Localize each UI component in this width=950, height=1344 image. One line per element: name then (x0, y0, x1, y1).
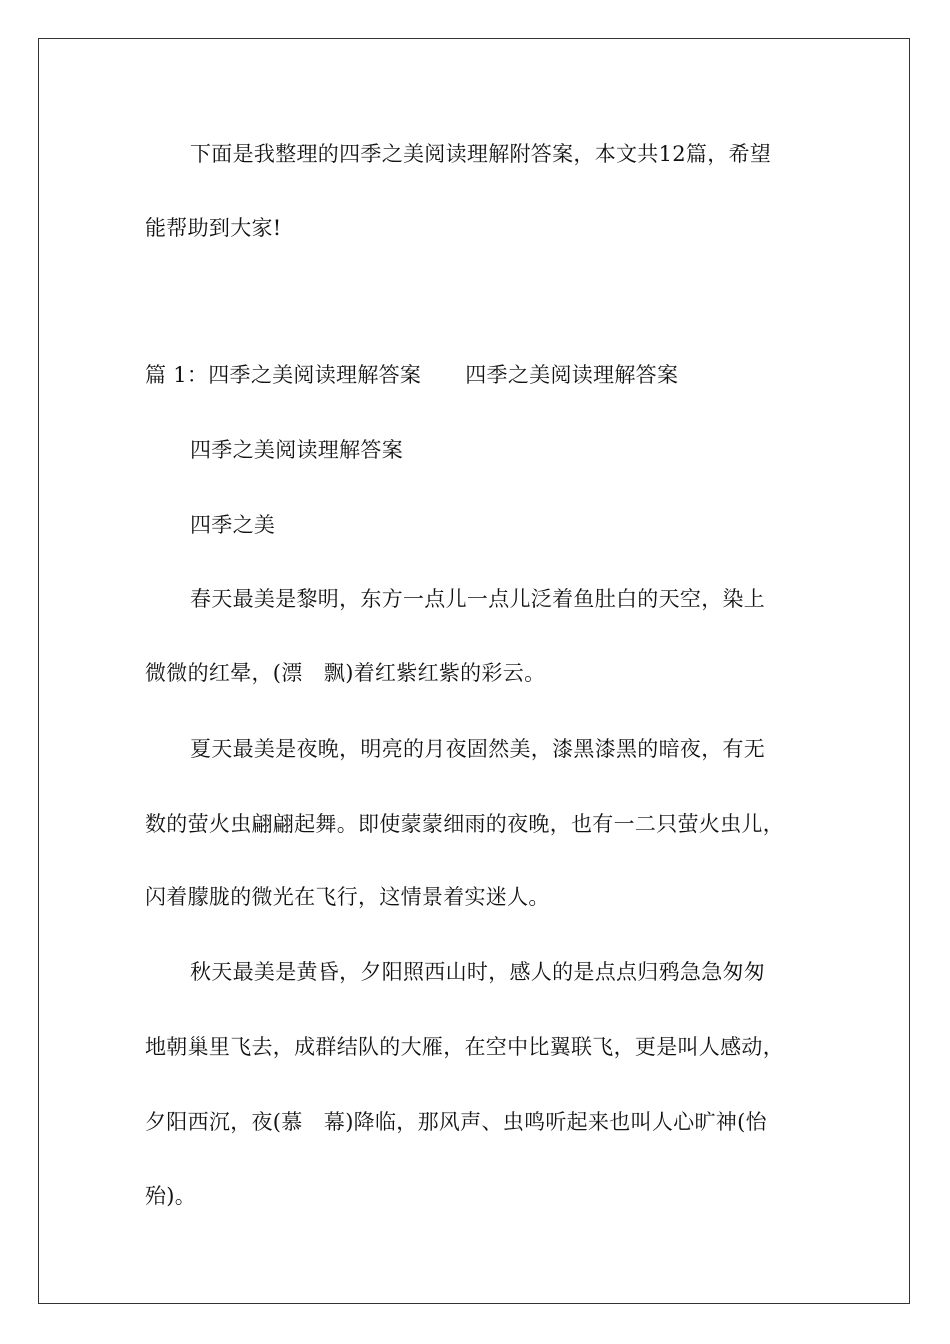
spring-line-2: 微微的红晕，(漂 飘)着红紫红紫的彩云。 (145, 661, 546, 685)
subtitle: 四季之美阅读理解答案 (190, 438, 403, 462)
spring-line-1: 春天最美是黎明，东方一点儿一点儿泛着鱼肚白的天空，染上 (190, 587, 766, 611)
autumn-line-3: 夕阳西沉，夜(慕 幕)降临，那风声、虫鸣听起来也叫人心旷神(怡 (145, 1110, 767, 1134)
intro-line-1: 下面是我整理的四季之美阅读理解附答案，本文共12篇，希望 (190, 142, 772, 166)
summer-line-3: 闪着朦胧的微光在飞行，这情景着实迷人。 (145, 885, 550, 909)
intro-line-2: 能帮助到大家! (145, 216, 282, 240)
summer-line-2: 数的萤火虫翩翩起舞。即使蒙蒙细雨的夜晚，也有一二只萤火虫儿， (145, 812, 784, 836)
section-heading (145, 361, 678, 389)
essay-title: 四季之美 (190, 513, 276, 537)
autumn-line-2: 地朝巢里飞去，成群结队的大雁，在空中比翼联飞，更是叫人感动， (145, 1035, 784, 1059)
autumn-line-1: 秋天最美是黄昏，夕阳照西山时，感人的是点点归鸦急急匆匆 (190, 960, 766, 984)
section-heading-label: 篇 1：四季之美阅读理解答案 (145, 363, 422, 387)
summer-line-1: 夏天最美是夜晚，明亮的月夜固然美，漆黑漆黑的暗夜，有无 (190, 737, 766, 761)
autumn-line-4: 殆)。 (145, 1184, 197, 1208)
section-heading-sub: 四季之美阅读理解答案 (465, 363, 679, 387)
